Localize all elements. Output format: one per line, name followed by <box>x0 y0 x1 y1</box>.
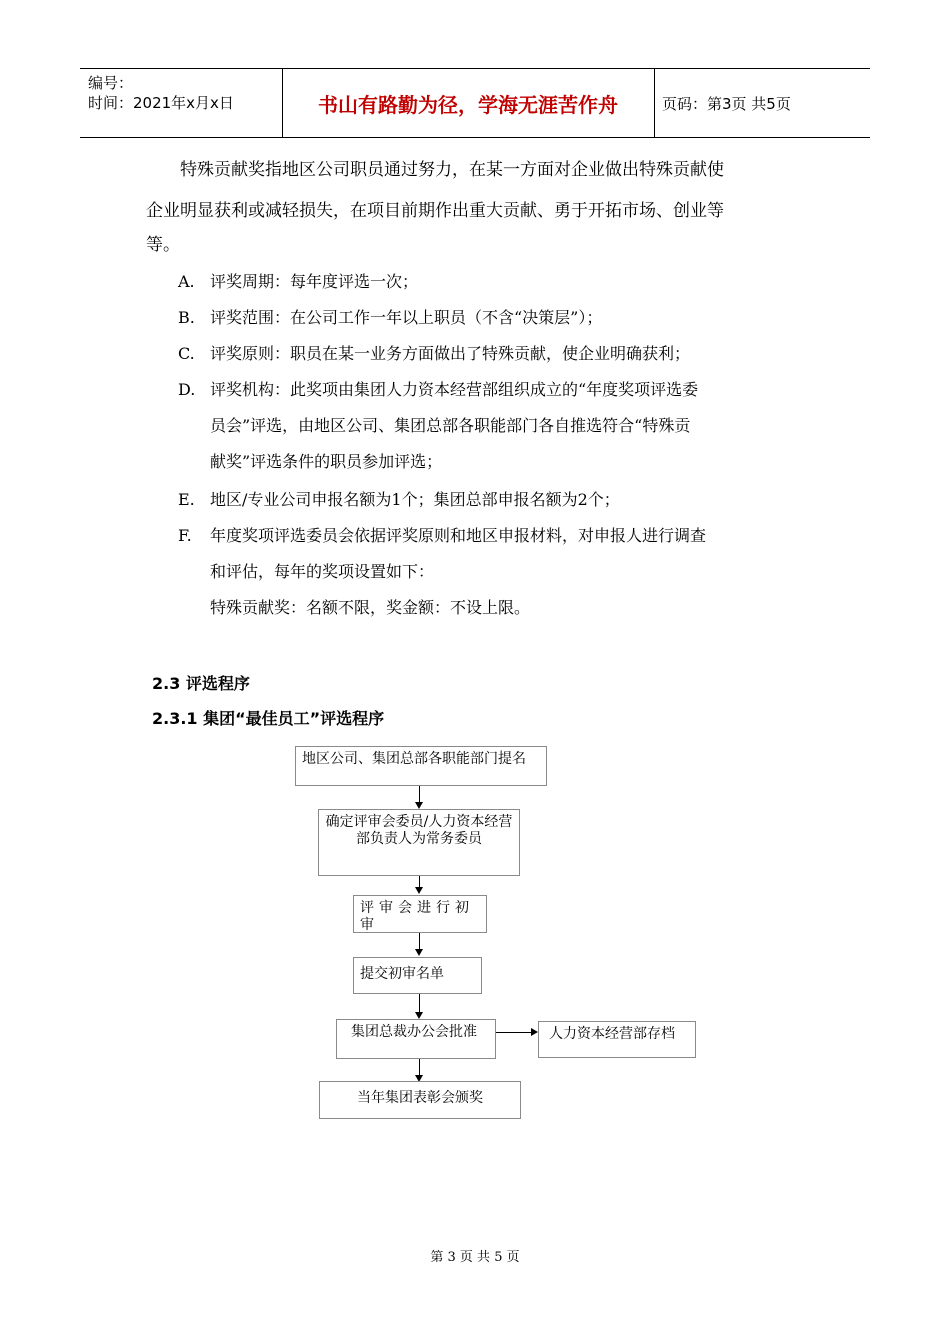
item-text: 年度奖项评选委员会依据评奖原则和地区申报材料，对申报人进行调查 <box>210 526 707 545</box>
item-text: 和评估，每年的奖项设置如下： <box>210 562 435 581</box>
item-letter: C. <box>178 344 195 363</box>
flow-step-review: 评审会进行初审 <box>353 895 487 933</box>
subsection-heading: 2.3.1 集团“最佳员工”评选程序 <box>152 709 385 728</box>
item-text: 评奖周期：每年度评选一次； <box>210 272 419 291</box>
item-text: 评奖机构：此奖项由集团人力资本经营部组织成立的“年度奖项评选委 <box>210 380 699 399</box>
flow-connector <box>496 1032 532 1033</box>
flow-step-nominate: 地区公司、集团总部各职能部门提名 <box>295 746 547 786</box>
arrow-down-icon <box>415 949 423 956</box>
flow-step-submit: 提交初审名单 <box>353 957 482 994</box>
item-text: 评奖范围：在公司工作一年以上职员（不含“决策层”）； <box>210 308 603 327</box>
arrow-down-icon <box>415 802 423 809</box>
item-letter: E. <box>178 490 195 509</box>
flow-step-archive: 人力资本经营部存档 <box>538 1021 696 1058</box>
header-motto: 书山有路勤为径，学海无涯苦作舟 <box>318 92 618 117</box>
flow-step-committee: 确定评审会委员/人力资本经营部负责人为常务委员 <box>318 809 520 876</box>
item-text: 地区/专业公司申报名额为1个；集团总部申报名额为2个； <box>210 490 620 509</box>
arrow-down-icon <box>415 887 423 894</box>
flow-step-award: 当年集团表彰会颁奖 <box>319 1081 521 1119</box>
arrow-down-icon <box>415 1012 423 1019</box>
flow-step-approve: 集团总裁办公会批准 <box>336 1019 496 1059</box>
flow-connector <box>419 1059 420 1076</box>
page-header <box>80 68 870 138</box>
item-letter: F. <box>178 526 192 545</box>
item-text: 员会”评选，由地区公司、集团总部各职能部门各自推选符合“特殊贡 <box>210 416 691 435</box>
item-text: 献奖”评选条件的职员参加评选； <box>210 452 443 471</box>
flow-connector <box>419 994 420 1013</box>
intro-line: 特殊贡献奖指地区公司职员通过努力，在某一方面对企业做出特殊贡献使 <box>180 160 724 180</box>
item-text: 特殊贡献奖：名额不限，奖金额：不设上限。 <box>210 598 531 617</box>
intro-line: 等。 <box>146 235 180 255</box>
arrow-right-icon <box>531 1028 538 1036</box>
intro-line: 企业明显获利或减轻损失，在项目前期作出重大贡献、勇于开拓市场、创业等 <box>146 201 724 221</box>
item-letter: B. <box>178 308 195 327</box>
flow-connector <box>419 786 420 803</box>
header-divider <box>654 69 655 137</box>
item-letter: D. <box>178 380 196 399</box>
flow-connector <box>419 933 420 950</box>
header-page-info: 页码：第3页 共5页 <box>662 95 791 113</box>
number-label: 编号： <box>88 74 134 92</box>
section-heading: 2.3 评选程序 <box>152 674 250 693</box>
page-footer: 第 3 页 共 5 页 <box>430 1250 520 1265</box>
item-text: 评奖原则：职员在某一业务方面做出了特殊贡献，使企业明确获利； <box>210 344 691 363</box>
item-letter: A. <box>178 272 195 291</box>
time-label: 时间：2021年x月x日 <box>88 94 234 112</box>
header-meta <box>88 73 234 113</box>
